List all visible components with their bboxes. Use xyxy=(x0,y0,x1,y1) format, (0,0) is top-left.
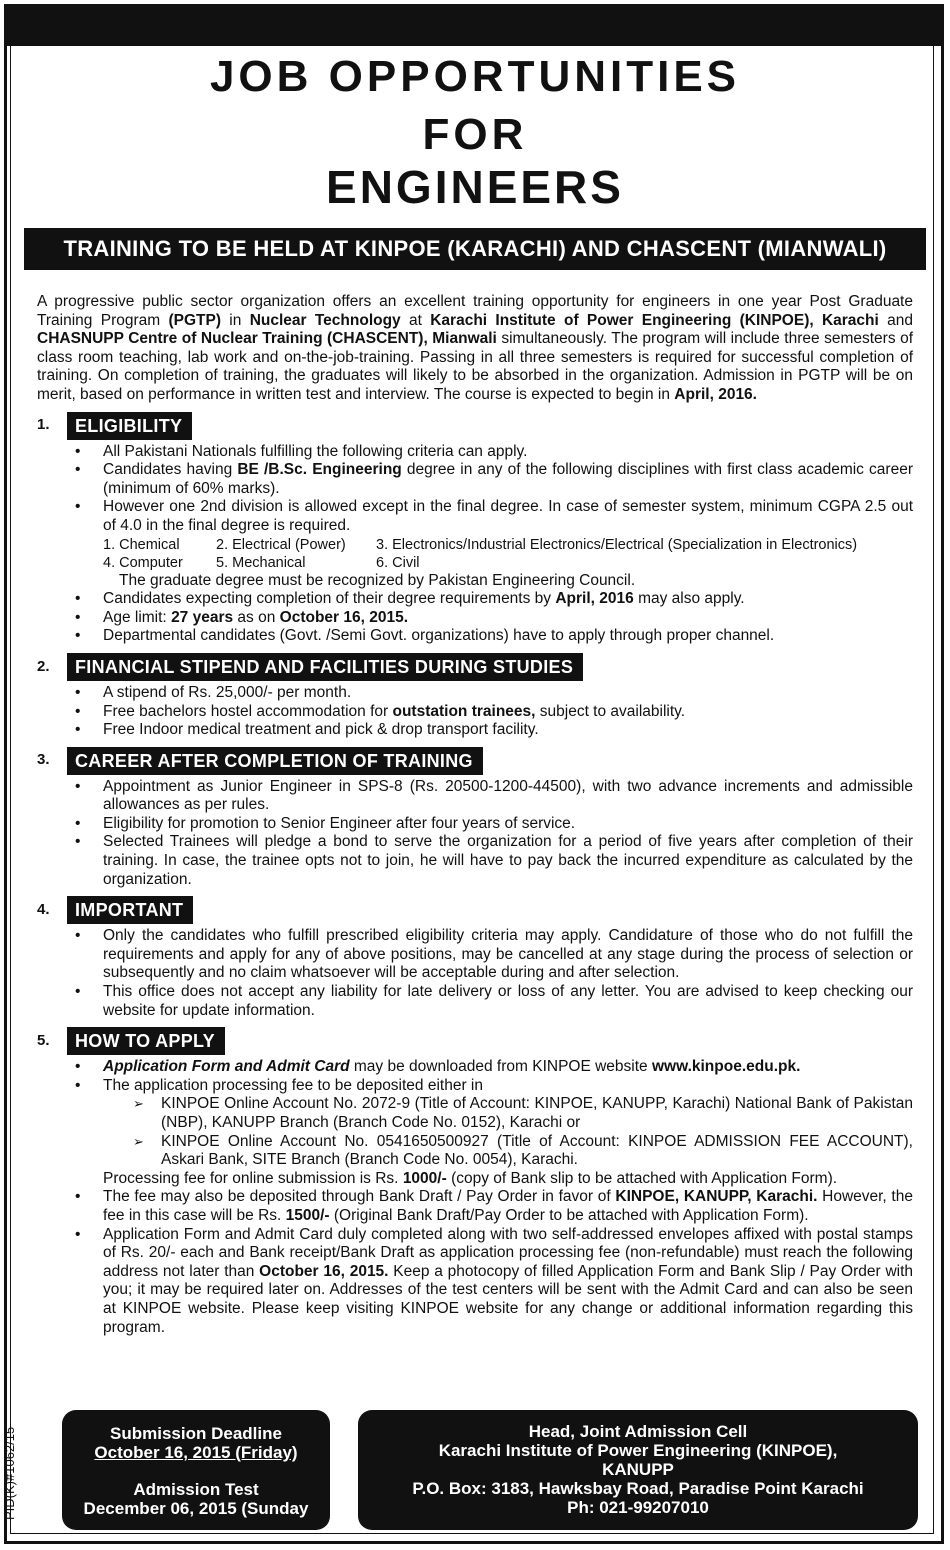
section-heading: CAREER AFTER COMPLETION OF TRAINING xyxy=(67,747,483,775)
text-segment: degree in any of the following disciplines with first class academic career (minimum of 60% marks). xyxy=(103,461,913,497)
text-segment: Karachi Institute of Power Engineering (KINPOE), Karachi xyxy=(430,311,879,329)
title-line-2: FOR xyxy=(422,110,528,159)
eligibility-note: The graduate degree must be recognized by Pakistan Engineering Council. xyxy=(119,571,636,589)
text-segment: outstation trainees, xyxy=(392,702,536,720)
bullet-item-list xyxy=(37,443,913,536)
title-line-1: JOB OPPORTUNITIES xyxy=(209,52,741,101)
fee-note xyxy=(37,1170,913,1189)
text-segment: may also apply. xyxy=(633,590,745,608)
discipline: 6. Civil xyxy=(376,554,420,571)
text-segment: A progressive public sector organization offers an excellent training opportunity for engineers in one year Post Graduate Training Program xyxy=(37,293,913,329)
bullet-item xyxy=(75,1058,913,1077)
discipline: 4. Computer xyxy=(103,554,183,571)
text-segment: as on xyxy=(233,608,280,626)
section-heading: FINANCIAL STIPEND AND FACILITIES DURING STUDIES xyxy=(67,653,583,681)
text-segment: Application Form and Admit Card xyxy=(103,1058,350,1076)
bullet-item-list xyxy=(37,684,913,740)
text-segment: A stipend of Rs. 25,000/- per month. xyxy=(103,683,352,701)
section-heading: IMPORTANT xyxy=(67,896,193,924)
text-segment: October 16, 2015. xyxy=(279,608,409,626)
text-segment: Free bachelors hostel accommodation for xyxy=(103,702,393,720)
test-date: December 06, 2015 (Sunday xyxy=(83,1499,309,1518)
text-segment: simultaneously. The program will include three semesters of class room teaching, lab work and on-the-job-training. Passing in all three semesters is required for successful completion of training. On completion of training, the graduates will likely to be absorbed in the organization. Admission in PGTP will be on merit, based on performance in written test and interview. The course is expected to begin in xyxy=(37,330,913,403)
section-header xyxy=(37,653,913,681)
bullet-item-list xyxy=(37,1188,913,1337)
publication-id: PID(K)#1062/15 xyxy=(2,1426,17,1520)
section-number: 1. xyxy=(37,416,50,434)
bullet-item xyxy=(75,703,913,722)
text-segment: and xyxy=(878,311,913,329)
disciplines-grid xyxy=(37,536,913,572)
address-line-1: Head, Joint Admission Cell xyxy=(528,1422,748,1441)
discipline: 3. Electronics/Industrial Electronics/Electrical (Specialization in Electronics) xyxy=(376,536,858,553)
deadline-box xyxy=(62,1410,330,1530)
address-line-4: P.O. Box: 3183, Hawksbay Road, Paradise Point Karachi xyxy=(412,1479,864,1498)
text-segment: April, 2016. xyxy=(674,385,757,403)
address-box xyxy=(358,1410,918,1530)
text-segment: Nuclear Technology xyxy=(249,311,401,329)
bullet-item xyxy=(75,684,913,703)
title-line-3: ENGINEERS xyxy=(326,161,624,213)
bullet-item xyxy=(75,590,913,609)
text-segment: However one 2nd division is allowed except in the final degree. In case of semester system, minimum CGPA 2.5 out of 4.0 in the final degree is required. xyxy=(103,498,913,534)
bullet-item xyxy=(75,627,913,646)
discipline: 1. Chemical xyxy=(103,536,180,553)
text-segment: All Pakistani Nationals fulfilling the following criteria can apply. xyxy=(103,442,528,460)
test-label: Admission Test xyxy=(133,1480,259,1499)
text-segment: Appointment as Junior Engineer in SPS-8 (Rs. 20500-1200-44500), with two advance increments and admissible allowances as per rules. xyxy=(103,777,913,814)
text-segment: (PGTP) xyxy=(168,311,221,329)
bullet-item xyxy=(75,1226,913,1338)
section-header xyxy=(37,747,913,775)
text-segment: Selected Trainees will pledge a bond to serve the organization for a period of five years after completion of their training. In case, the trainee opts not to join, he will have to pay back the incurred expenditure as calculated by the organization. xyxy=(103,833,913,888)
bullet-item xyxy=(75,461,913,498)
sections xyxy=(37,412,913,1338)
bullet-item xyxy=(75,609,913,628)
text-segment: This office does not accept any liability for late delivery or loss of any letter. You are advised to keep checking our website for update information. xyxy=(103,983,913,1019)
text-segment: at xyxy=(400,311,431,329)
account-item-list xyxy=(103,1095,913,1169)
section-header xyxy=(37,412,913,440)
section-header xyxy=(37,1027,913,1055)
section-header xyxy=(37,896,913,924)
bullet-item-list xyxy=(37,1058,913,1095)
text-segment: Processing fee for online submission is Rs. xyxy=(103,1169,403,1187)
bullet-item-list xyxy=(37,778,913,890)
bullet-item xyxy=(75,498,913,535)
discipline: 2. Electrical (Power) xyxy=(216,536,346,553)
address-line-3: KANUPP xyxy=(602,1460,674,1479)
deadline-date: October 16, 2015 (Friday) xyxy=(94,1443,298,1462)
text-segment: April, 2016 xyxy=(555,590,634,608)
text-segment: (Original Bank Draft/Pay Order to be attached with Application Form). xyxy=(329,1206,809,1224)
text-segment: Only the candidates who fulfill prescribed eligibility criteria may apply. Candidature of those who do not fulfill the requirements and apply for any of above positions, may be cancelled at any stage during the process of selection or subsequently and no claim whatsoever will be acceptable during and after selection. xyxy=(103,927,913,982)
text-segment: Candidates having xyxy=(103,461,238,479)
bullet-item xyxy=(75,833,913,889)
text-segment: subject to availability. xyxy=(535,702,686,720)
address-line-5: Ph: 021-99207010 xyxy=(567,1498,709,1517)
text-segment: However, the fee in this case will be Rs. xyxy=(103,1188,913,1224)
text-segment: 1000/- xyxy=(402,1169,447,1187)
text-segment: Application Form and Admit Card duly completed along with two self-addressed envelopes affixed with postal stamps of Rs. 20/- each and Bank receipt/Bank Draft as application processing fee (non-refundable) must reach the following address not later than xyxy=(103,1225,913,1280)
ad-body xyxy=(37,293,913,1337)
text-segment: in xyxy=(221,311,250,329)
text-segment: CHASNUPP Centre of Nuclear Training (CHASCENT), Mianwali xyxy=(37,330,497,348)
bullet-item-list xyxy=(37,590,913,646)
text-segment: BE /B.Sc. Engineering xyxy=(237,461,402,479)
text-segment: (copy of Bank slip to be attached with Application Form). xyxy=(446,1169,838,1187)
text-segment: KINPOE, KANUPP, Karachi. xyxy=(615,1188,818,1206)
text-segment: KINPOE Online Account No. 2072-9 (Title of Account: KINPOE, KANUPP, Karachi) National Bank of Pakistan (NBP), KANUPP Branch (Branch Code No. 0152), Karachi or xyxy=(161,1095,913,1131)
section-number: 4. xyxy=(37,900,50,918)
text-segment: Departmental candidates (Govt. /Semi Govt. organizations) have to apply through proper channel. xyxy=(103,627,775,645)
text-segment: Keep a photocopy of filled Application Form and Bank Slip / Pay Order with you; it may be required later on. Addresses of the test centers will be sent with the Admit Card and can also be seen at KINPOE website. Please keep visiting KINPOE website for any change or additional information regarding this program. xyxy=(103,1262,914,1336)
section-heading: ELIGIBILITY xyxy=(67,412,192,440)
text-segment: Age limit: xyxy=(103,608,172,626)
text-segment: The application processing fee to be deposited either in xyxy=(103,1076,483,1094)
bullet-item xyxy=(75,778,913,815)
text-segment: 1500/- xyxy=(285,1206,330,1224)
intro-paragraph xyxy=(37,293,913,405)
section-heading: HOW TO APPLY xyxy=(67,1027,225,1055)
bullet-item xyxy=(75,443,913,462)
section-number: 2. xyxy=(37,657,50,675)
bullet-item xyxy=(75,1077,913,1096)
bullet-item xyxy=(75,927,913,983)
text-segment: October 16, 2015. xyxy=(259,1262,389,1280)
text-segment: The fee may also be deposited through Bank Draft / Pay Order in favor of xyxy=(103,1188,616,1206)
account-item xyxy=(133,1133,913,1170)
section-number: 3. xyxy=(37,751,50,769)
accounts-wrap xyxy=(37,1095,913,1169)
bullet-item xyxy=(75,721,913,740)
address-line-2: Karachi Institute of Power Engineering (KINPOE), xyxy=(438,1441,838,1460)
text-segment: may be downloaded from KINPOE website xyxy=(349,1058,652,1076)
text-segment: www.kinpoe.edu.pk. xyxy=(651,1058,801,1076)
bullet-item xyxy=(75,815,913,834)
text-segment: Eligibility for promotion to Senior Engineer after four years of service. xyxy=(103,814,576,832)
deadline-label: Submission Deadline xyxy=(110,1424,282,1443)
bullet-item xyxy=(75,983,913,1020)
bullet-item xyxy=(75,1188,913,1225)
text-segment: Free Indoor medical treatment and pick & drop transport facility. xyxy=(103,721,539,739)
subtitle-banner: TRAINING TO BE HELD AT KINPOE (KARACHI) AND CHASCENT (MIANWALI) xyxy=(24,228,926,270)
discipline: 5. Mechanical xyxy=(216,554,306,571)
text-segment: Candidates expecting completion of their degree requirements by xyxy=(103,590,556,608)
account-item xyxy=(133,1095,913,1132)
text-segment: 27 years xyxy=(171,608,234,626)
text-segment: KINPOE Online Account No. 0541650500927 (Title of Account: KINPOE ADMISSION FEE ACCOUNT), Askari Bank, SITE Branch (Branch Code No. 0054), Karachi. xyxy=(161,1132,913,1169)
section-number: 5. xyxy=(37,1031,50,1049)
bullet-item-list xyxy=(37,927,913,1020)
